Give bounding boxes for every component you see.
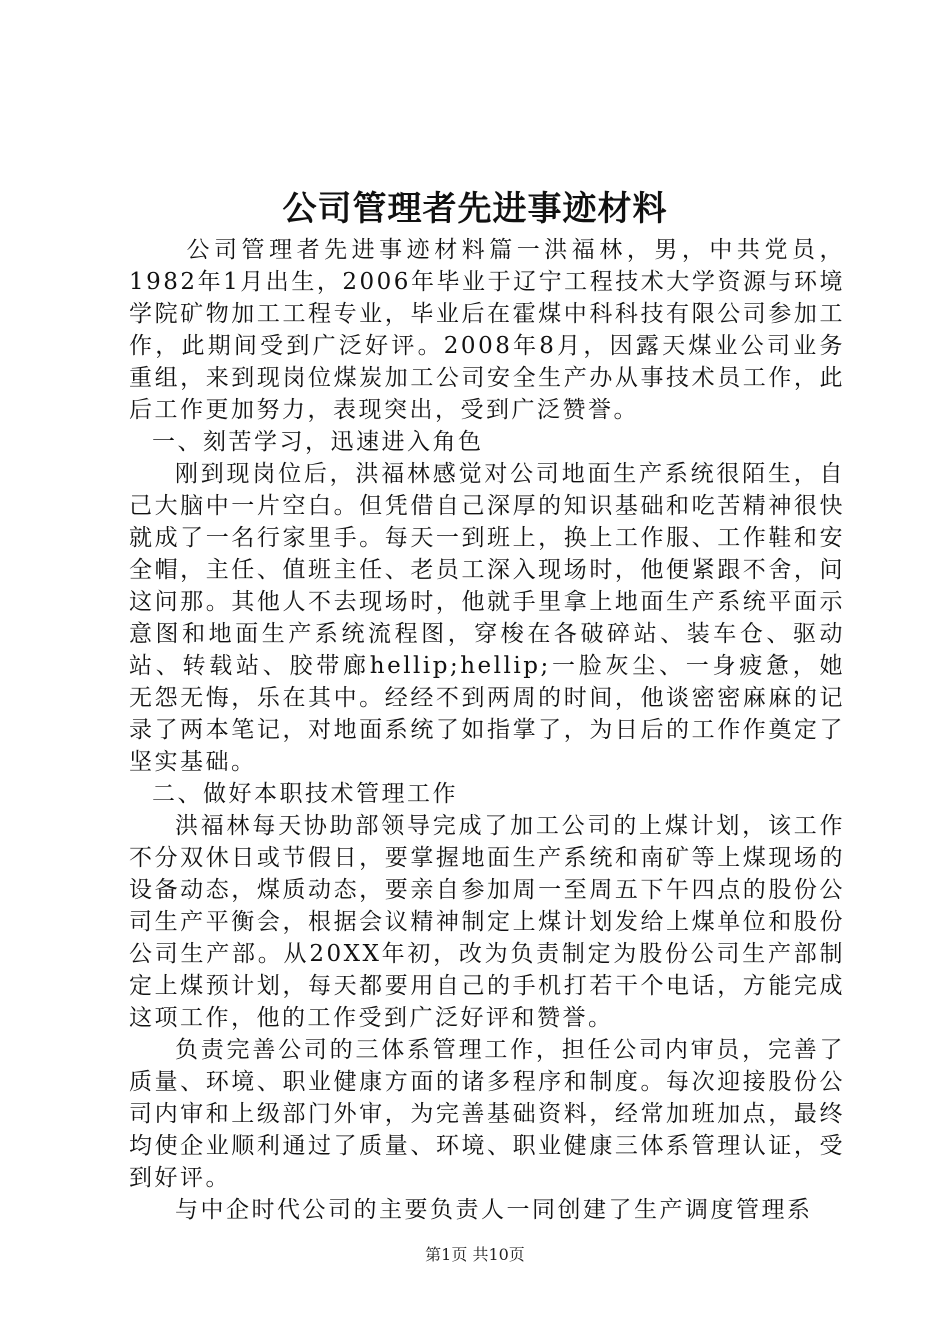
document-title: 公司管理者先进事迹材料 xyxy=(282,189,668,229)
section-heading-1: 一、刻苦学习，迅速进入角色 xyxy=(152,429,484,455)
document-body xyxy=(129,234,845,1226)
paragraph-section-1: 刚到现岗位后，洪福林感觉对公司地面生产系统很陌生，自己大脑中一片空白。但凭借自己深厚的知识基础和吃苦精神很快就成了一名行家里手。每天一到班上，换上工作服、工作鞋和安全帽，主任、值班主任、老员工深入现场时，他便紧跟不舍，问这问那。其他人不去现场时，他就手里拿上地面生产系统平面示意图和地面生产系统流程图，穿梭在各破碎站、装车仓、驱动站、转载站、胶带廊hellip;hellip;一脸灰尘、一身疲惫，她无怨无悔，乐在其中。经经不到两周的时间，他谈密密麻麻的记录了两本笔记，对地面系统了如指掌了，为日后的工作作奠定了坚实基础。 xyxy=(129,461,845,775)
paragraph-section-2c: 与中企时代公司的主要负责人一同创建了生产调度管理系 xyxy=(175,1197,813,1223)
paragraph-section-2a: 洪福林每天协助部领导完成了加工公司的上煤计划，该工作不分双休日或节假日，要掌握地面生产系统和南矿等上煤现场的设备动态，煤质动态，要亲自参加周一至周五下午四点的股份公司生产平衡会，根据会议精神制定上煤计划发给上煤单位和股份公司生产部。从20XX年初，改为负责制定为股份公司生产部制定上煤预计划，每天都要用自己的手机打若干个电话，方能完成这项工作，他的工作受到广泛好评和赞誉。 xyxy=(129,813,845,1031)
paragraph-intro: 公司管理者先进事迹材料篇一洪福林，男，中共党员，1982年1月出生，2006年毕业于辽宁工程技术大学资源与环境学院矿物加工工程专业，毕业后在霍煤中科科技有限公司参加工作，此期间受到广泛好评。2008年8月，因露天煤业公司业务重组，来到现岗位煤炭加工公司安全生产办从事技术员工作，此后工作更加努力，表现突出，受到广泛赞誉。 xyxy=(129,237,845,423)
paragraph-section-2b: 负责完善公司的三体系管理工作，担任公司内审员，完善了质量、环境、职业健康方面的诸多程序和制度。每次迎接股份公司内审和上级部门外审，为完善基础资料，经常加班加点，最终均使企业顺利通过了质量、环境、职业健康三体系管理认证，受到好评。 xyxy=(129,1037,845,1191)
section-heading-2: 二、做好本职技术管理工作 xyxy=(152,781,458,807)
page-number-footer: 第1页 共10页 xyxy=(425,1245,525,1264)
